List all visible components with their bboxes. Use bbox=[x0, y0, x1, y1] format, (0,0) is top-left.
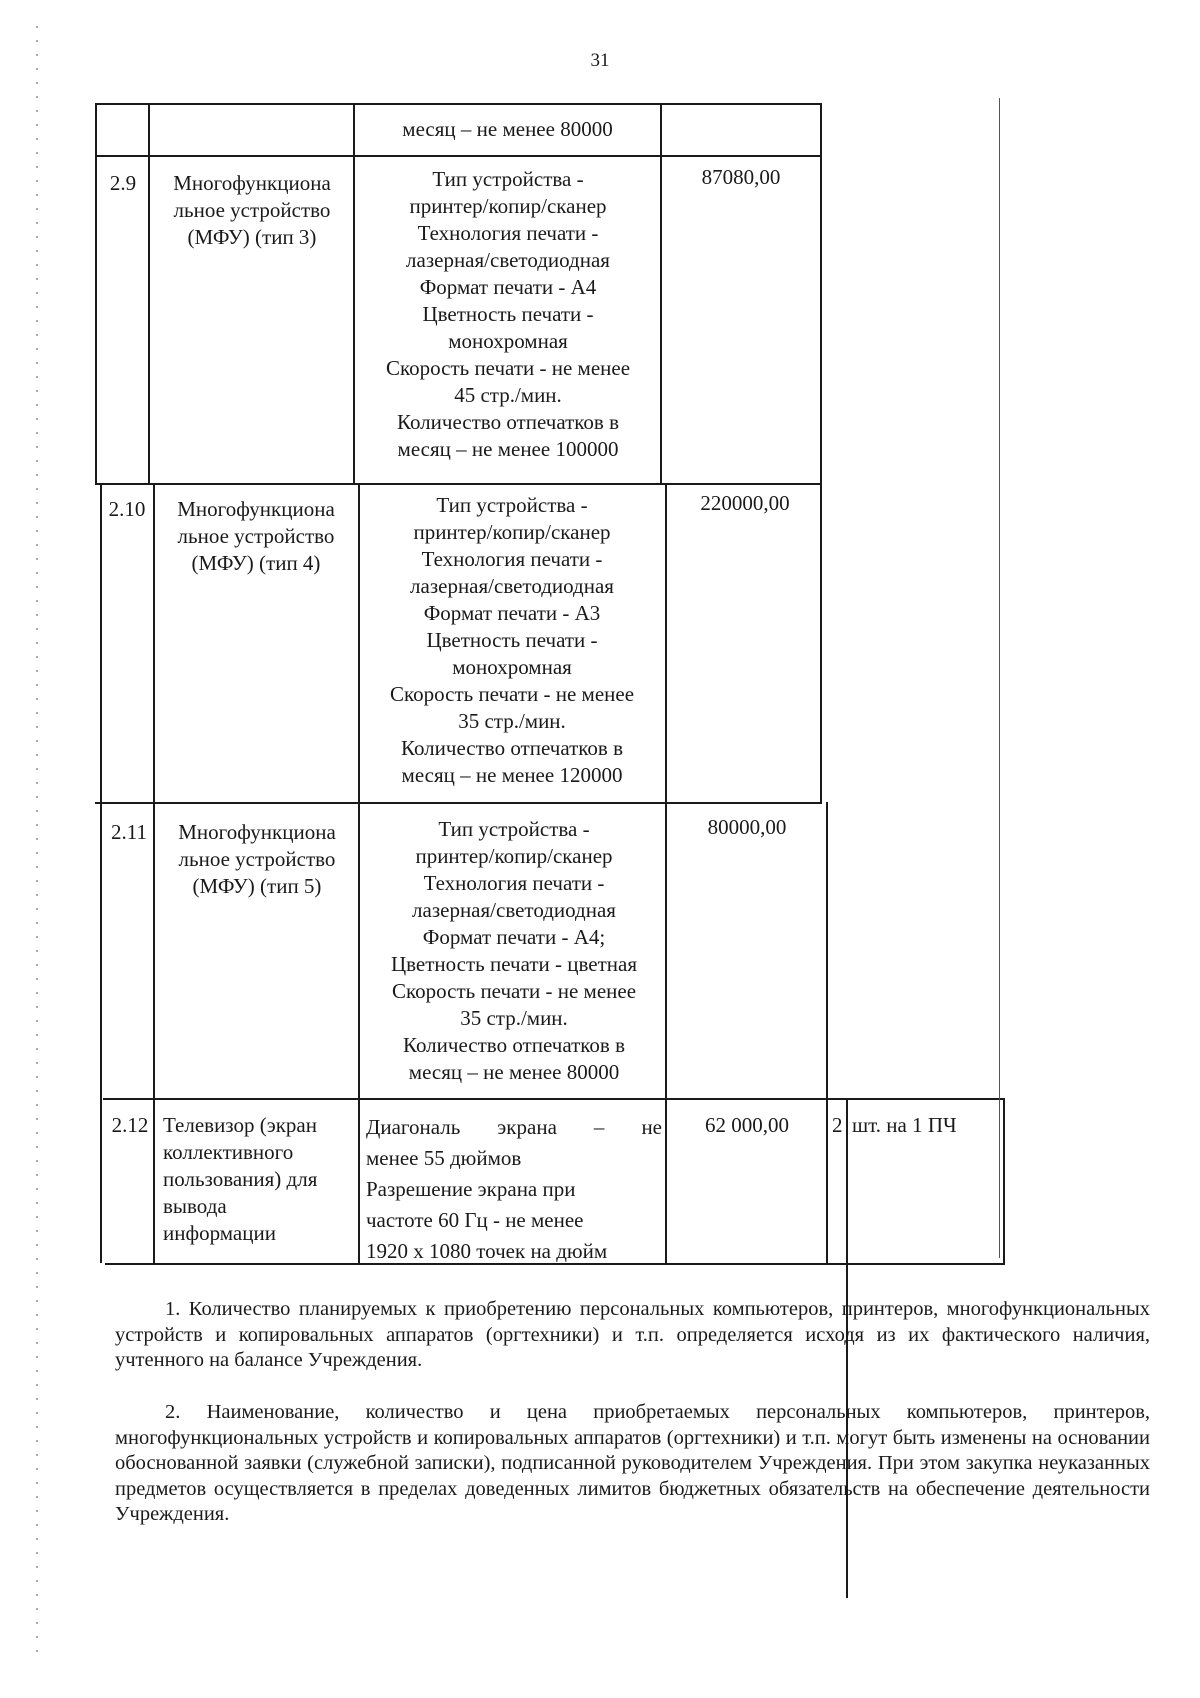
item-price: 62 000,00 bbox=[705, 1113, 789, 1137]
description-line: Количество отпечатков в bbox=[397, 410, 619, 434]
note-1 bbox=[115, 1297, 1150, 1374]
description-line: Формат печати - А4 bbox=[419, 275, 597, 299]
description-line: 45 стр./мин. bbox=[454, 383, 562, 407]
page-number: 31 bbox=[590, 50, 610, 71]
row-divider bbox=[95, 483, 822, 485]
name-line: (МФУ) (тип 4) bbox=[191, 551, 321, 575]
description-line: Технология печати - bbox=[421, 547, 603, 571]
column-border bbox=[100, 483, 102, 1263]
name-line: Многофункциона bbox=[178, 820, 336, 844]
description-line: 35 стр./мин. bbox=[460, 1006, 568, 1030]
row-number: 2.11 bbox=[111, 820, 147, 844]
column-border bbox=[1003, 1098, 1005, 1264]
description-line: месяц – не менее 80000 bbox=[408, 1060, 620, 1084]
description-line: Количество отпечатков в bbox=[401, 736, 623, 760]
description-line: 35 стр./мин. bbox=[458, 709, 566, 733]
name-line: Многофункциона bbox=[177, 497, 335, 521]
description-line: монохромная bbox=[452, 655, 572, 679]
description-word: не bbox=[641, 1115, 662, 1139]
description-line: Разрешение экрана при bbox=[366, 1177, 576, 1201]
item-description bbox=[362, 816, 666, 1086]
description-line: менее 55 дюймов bbox=[366, 1146, 522, 1170]
column-border bbox=[95, 103, 97, 483]
description-word: Диагональ bbox=[366, 1115, 461, 1139]
row-divider bbox=[95, 155, 822, 157]
name-line: коллективного bbox=[163, 1140, 294, 1164]
column-border bbox=[153, 483, 155, 1263]
description-line: Цветность печати - цветная bbox=[390, 952, 638, 976]
item-name bbox=[163, 1112, 357, 1247]
description-line: Скорость печати - не менее bbox=[385, 356, 631, 380]
name-line: (МФУ) (тип 5) bbox=[192, 874, 322, 898]
description-line: Формат печати - А3 bbox=[423, 601, 601, 625]
row-number: 2.12 bbox=[111, 1113, 149, 1137]
description-line: Технология печати - bbox=[417, 221, 599, 245]
item-price: 87080,00 bbox=[701, 165, 781, 189]
carryover-description bbox=[355, 116, 660, 143]
row-number: 2.9 bbox=[109, 171, 137, 195]
description-line: месяц – не менее 80000 bbox=[402, 117, 613, 141]
item-price: 220000,00 bbox=[700, 491, 790, 515]
row-divider bbox=[103, 1098, 1003, 1100]
note-2-text: 2. Наименование, количество и цена приобретаемых персональных компьютеров, принтеров, многофункциональных устройств и копировальных аппаратов (оргтехники) и т.п. могут быть изменены на основании обоснованной заявки (служебной записки), подписанной руководителем Учреждения. При этом закупка неуказанных предметов осуществляется в пределах доведенных лимитов бюджетных обязательств на обеспечение деятельности Учреждения. bbox=[115, 1401, 1150, 1525]
description-line: принтер/копир/сканер bbox=[409, 194, 607, 218]
item-name bbox=[152, 170, 352, 251]
description-line: месяц – не менее 100000 bbox=[397, 437, 619, 461]
item-quantity-number: 2 bbox=[832, 1113, 843, 1137]
item-description bbox=[358, 166, 658, 463]
description-line: лазерная/светодиодная bbox=[406, 248, 610, 272]
description-line: Тип устройства - bbox=[436, 493, 588, 517]
description-line: частоте 60 Гц - не менее bbox=[366, 1208, 584, 1232]
name-line: Многофункциона bbox=[173, 171, 331, 195]
description-line: месяц – не менее 120000 bbox=[401, 763, 623, 787]
name-line: вывода bbox=[163, 1194, 227, 1218]
item-quantity: шт. на 1 ПЧ bbox=[852, 1113, 957, 1137]
name-line: льное устройство bbox=[178, 847, 336, 871]
description-line: Тип устройства - bbox=[438, 817, 590, 841]
description-word: экрана bbox=[497, 1115, 557, 1139]
name-line: Телевизор (экран bbox=[163, 1113, 317, 1137]
description-line: лазерная/светодиодная bbox=[412, 898, 616, 922]
description-line: Технология печати - bbox=[423, 871, 605, 895]
column-border bbox=[353, 103, 355, 483]
margin-perforation bbox=[36, 20, 38, 1660]
description-line: Формат печати - А4; bbox=[422, 925, 606, 949]
description-line: Тип устройства - bbox=[432, 167, 584, 191]
scan-line-artifact bbox=[999, 98, 1000, 1258]
name-line: информации bbox=[163, 1221, 276, 1245]
description-line: Скорость печати - не менее bbox=[391, 979, 637, 1003]
item-name bbox=[156, 819, 358, 900]
description-line: 1920 х 1080 точек на дюйм bbox=[366, 1239, 608, 1263]
item-description bbox=[366, 1112, 662, 1267]
description-line: принтер/копир/сканер bbox=[413, 520, 611, 544]
description-line: лазерная/светодиодная bbox=[410, 574, 614, 598]
note-2 bbox=[115, 1400, 1150, 1528]
name-line: (МФУ) (тип 3) bbox=[187, 225, 317, 249]
name-line: льное устройство bbox=[177, 524, 335, 548]
description-word: – bbox=[593, 1115, 605, 1139]
name-line: пользования) для bbox=[163, 1167, 318, 1191]
description-justified-line bbox=[366, 1112, 662, 1143]
table-top-border bbox=[95, 103, 822, 105]
column-border bbox=[820, 103, 822, 803]
item-description bbox=[360, 492, 664, 789]
row-number: 2.10 bbox=[108, 497, 146, 521]
description-line: Цветность печати - bbox=[426, 628, 598, 652]
description-line: Количество отпечатков в bbox=[403, 1033, 625, 1057]
item-name bbox=[156, 496, 356, 577]
column-border bbox=[660, 103, 662, 483]
note-1-text: 1. Количество планируемых к приобретению персональных компьютеров, принтеров, многофункциональных устройств и копировальных аппаратов (оргтехники) и т.п. определяется исходя из их фактического наличия, учтенного на балансе Учреждения. bbox=[115, 1298, 1150, 1371]
description-line: монохромная bbox=[448, 329, 568, 353]
description-line: Цветность печати - bbox=[422, 302, 594, 326]
column-border bbox=[826, 802, 828, 1263]
item-price: 80000,00 bbox=[707, 815, 787, 839]
description-line: Скорость печати - не менее bbox=[389, 682, 635, 706]
row-divider bbox=[95, 802, 822, 804]
name-line: льное устройство bbox=[173, 198, 331, 222]
description-line: принтер/копир/сканер bbox=[415, 844, 613, 868]
column-border bbox=[148, 103, 150, 483]
